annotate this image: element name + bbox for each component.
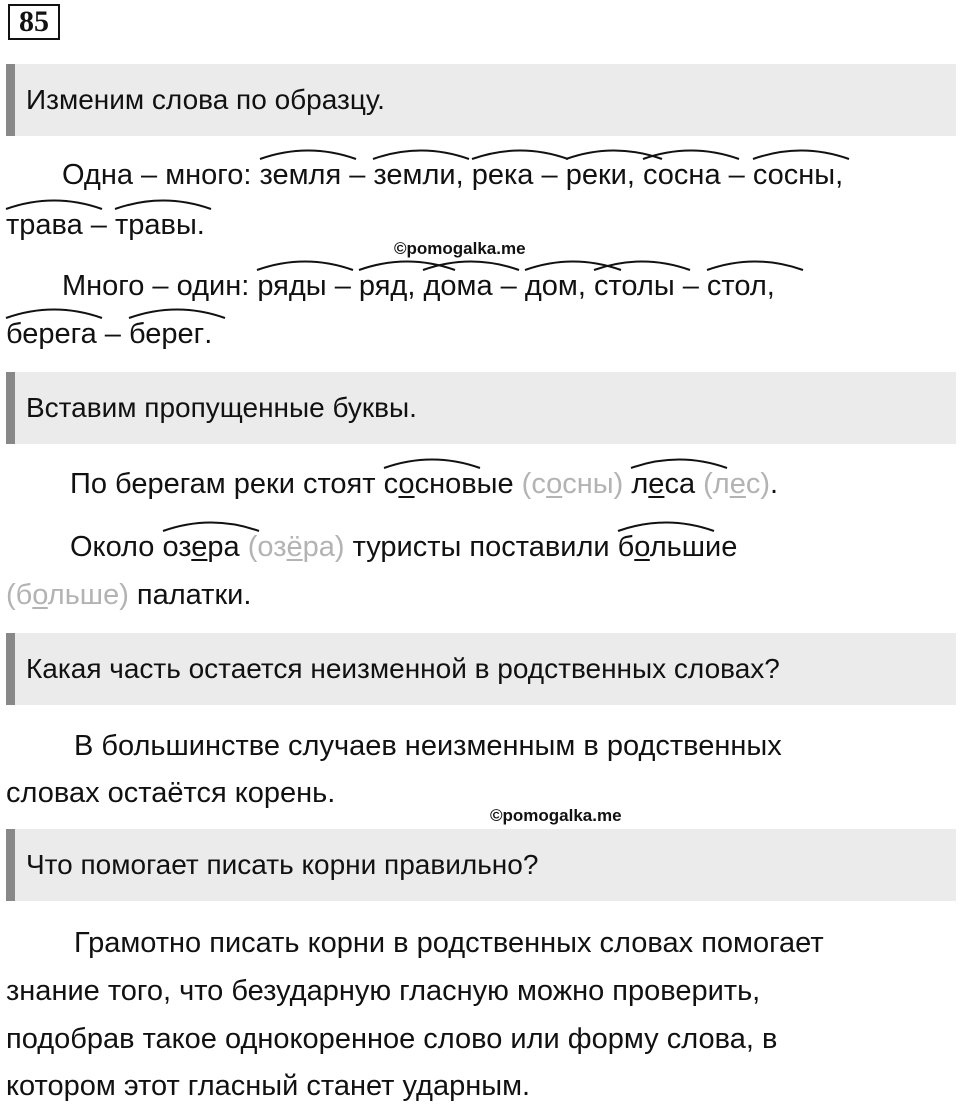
line-prefix: Одна – много: (62, 159, 260, 191)
root-word: реки (566, 157, 627, 193)
root-arc-mark (382, 455, 482, 469)
root-word: столы (594, 268, 675, 304)
root-word: земли (373, 157, 455, 193)
root-arc-mark (592, 257, 692, 271)
answer-line: Грамотно писать корни в родственных словах помогает (74, 927, 824, 959)
watermark: ©pomogalka.me (490, 806, 622, 825)
root-word: дома (423, 268, 492, 304)
example-line-many-one-cont: берега – берег. (6, 316, 212, 352)
example-line-one-many: Одна – много: земля – земли, река – реки, сосна – сосны, (62, 157, 843, 193)
root-word: река (472, 157, 534, 193)
root-arc-mark (127, 305, 227, 319)
answer-line: словах остаётся корень. (6, 777, 336, 809)
answer-line: подобрав такое однокоренное слово или форму слова, в (6, 1023, 778, 1055)
root-word: берега (6, 316, 97, 352)
root-arc-mark (161, 518, 261, 532)
exercise-number: 85 (8, 4, 60, 40)
root-word: сосна (643, 157, 721, 193)
root-word: озера (163, 529, 240, 565)
check-word: (сосны) (521, 468, 624, 500)
example-line-one-many-cont: трава – травы. (6, 207, 205, 243)
root-word: леса (631, 466, 695, 502)
root-arc-mark (616, 518, 716, 532)
root-word: ряд (359, 268, 407, 304)
root-arc-mark (113, 196, 213, 210)
answer-line: котором этот гласный станет ударным. (6, 1070, 531, 1102)
check-word: (лес) (703, 468, 771, 500)
root-arc-mark (258, 146, 358, 160)
root-arc-mark (255, 257, 355, 271)
section-heading-insert-letters: Вставим пропущенные буквы. (6, 372, 956, 444)
root-arc-mark (371, 146, 471, 160)
sentence-shore: По берегам реки стоят сосновые (сосны) леса (лес). (70, 466, 778, 502)
line-prefix: Много – один: (62, 270, 258, 302)
root-arc-mark (751, 146, 851, 160)
watermark: ©pomogalka.me (394, 239, 526, 258)
root-word: травы (115, 207, 197, 243)
root-word: большие (618, 529, 738, 565)
check-word: (больше) (6, 579, 129, 611)
root-arc-mark (629, 455, 729, 469)
section-heading-write-roots: Что помогает писать корни правильно? (6, 829, 956, 901)
check-word: (озёра) (247, 531, 345, 563)
root-word: сосновые (384, 466, 514, 502)
root-arc-mark (421, 257, 521, 271)
answer-line: В большинстве случаев неизменным в родственных (74, 730, 782, 762)
root-word: ряды (257, 268, 326, 304)
section-heading-unchanged-part: Какая часть остается неизменной в родственных словах? (6, 633, 956, 705)
root-arc-mark (705, 257, 805, 271)
root-arc-mark (470, 146, 570, 160)
sentence-lake: Около озера (озёра) туристы поставили большие (70, 529, 737, 565)
sentence-lake-cont: (больше) палатки. (6, 579, 252, 611)
section-heading-change-words: Изменим слова по образцу. (6, 64, 956, 136)
root-word: земля (260, 157, 342, 193)
root-word: берег (129, 316, 204, 352)
root-word: дом (525, 268, 578, 304)
root-word: стол (707, 268, 767, 304)
root-word: сосны (753, 157, 835, 193)
root-arc-mark (641, 146, 741, 160)
answer-line: знание того, что безударную гласную можно проверить, (6, 975, 761, 1007)
example-line-many-one: Много – один: ряды – ряд, дома – дом, столы – стол, (62, 268, 775, 304)
root-arc-mark (4, 196, 104, 210)
root-arc-mark (4, 305, 104, 319)
root-word: трава (6, 207, 83, 243)
